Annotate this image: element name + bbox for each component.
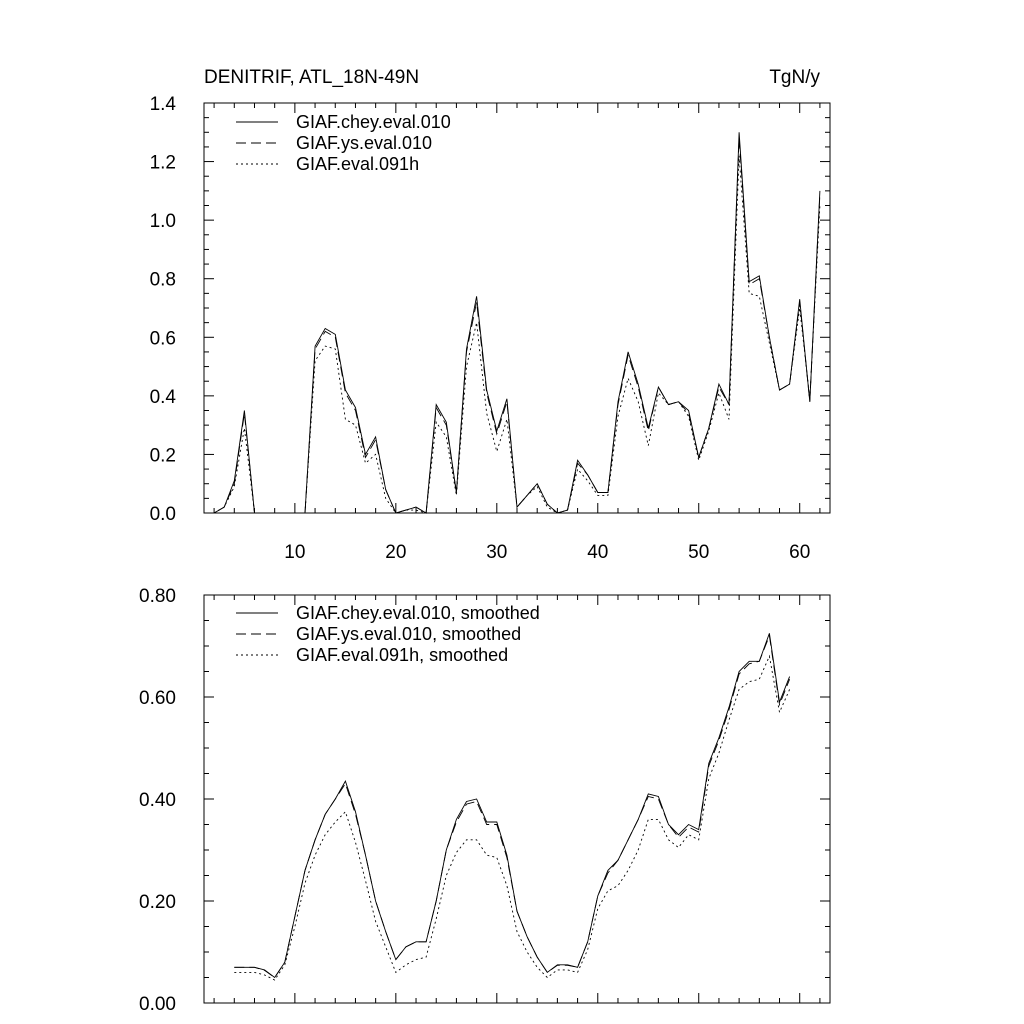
x-tick-label: 40 bbox=[587, 542, 609, 563]
legend-label: GIAF.chey.eval.010 bbox=[296, 112, 451, 132]
x-tick-label: 50 bbox=[688, 542, 710, 563]
y-axis bbox=[150, 94, 830, 525]
y-tick-label: 0.2 bbox=[149, 445, 176, 467]
y-tick-label: 0.40 bbox=[139, 790, 176, 811]
y-tick-label: 1.4 bbox=[149, 94, 176, 115]
y-tick-label: 1.2 bbox=[149, 152, 176, 174]
legend bbox=[236, 112, 451, 174]
y-tick-label: 0.60 bbox=[139, 688, 176, 709]
y-tick-label: 0.00 bbox=[139, 994, 176, 1015]
chart-title: DENITRIF, ATL_18N-49N bbox=[204, 67, 420, 88]
legend-label: GIAF.chey.eval.010, smoothed bbox=[296, 603, 540, 623]
bottom-panel bbox=[139, 586, 830, 1015]
y-tick-label: 0.8 bbox=[149, 269, 176, 291]
x-tick-label: 60 bbox=[789, 542, 811, 563]
series-line bbox=[234, 656, 789, 980]
chart-units: TgN/y bbox=[769, 67, 820, 88]
y-tick-label: 0.6 bbox=[149, 328, 176, 350]
series-group bbox=[234, 633, 789, 980]
y-tick-label: 0.80 bbox=[139, 586, 176, 607]
series-line bbox=[234, 636, 789, 978]
series-line bbox=[234, 633, 789, 977]
legend-label: GIAF.ys.eval.010 bbox=[296, 133, 433, 153]
x-tick-label: 20 bbox=[385, 542, 407, 563]
y-tick-label: 1.0 bbox=[149, 211, 176, 233]
legend bbox=[236, 603, 540, 665]
y-tick-label: 0.0 bbox=[149, 504, 176, 525]
series-group bbox=[204, 132, 820, 513]
legend-label: GIAF.ys.eval.010, smoothed bbox=[296, 624, 522, 644]
legend-label: GIAF.eval.091h, smoothed bbox=[296, 645, 509, 665]
top-panel bbox=[150, 67, 830, 563]
x-tick-label: 10 bbox=[284, 542, 306, 563]
legend-label: GIAF.eval.091h bbox=[296, 154, 420, 174]
series-line bbox=[204, 138, 820, 513]
y-tick-label: 0.4 bbox=[149, 386, 176, 408]
series-line bbox=[204, 156, 820, 513]
y-tick-label: 0.20 bbox=[139, 892, 176, 913]
x-tick-label: 30 bbox=[486, 542, 508, 563]
